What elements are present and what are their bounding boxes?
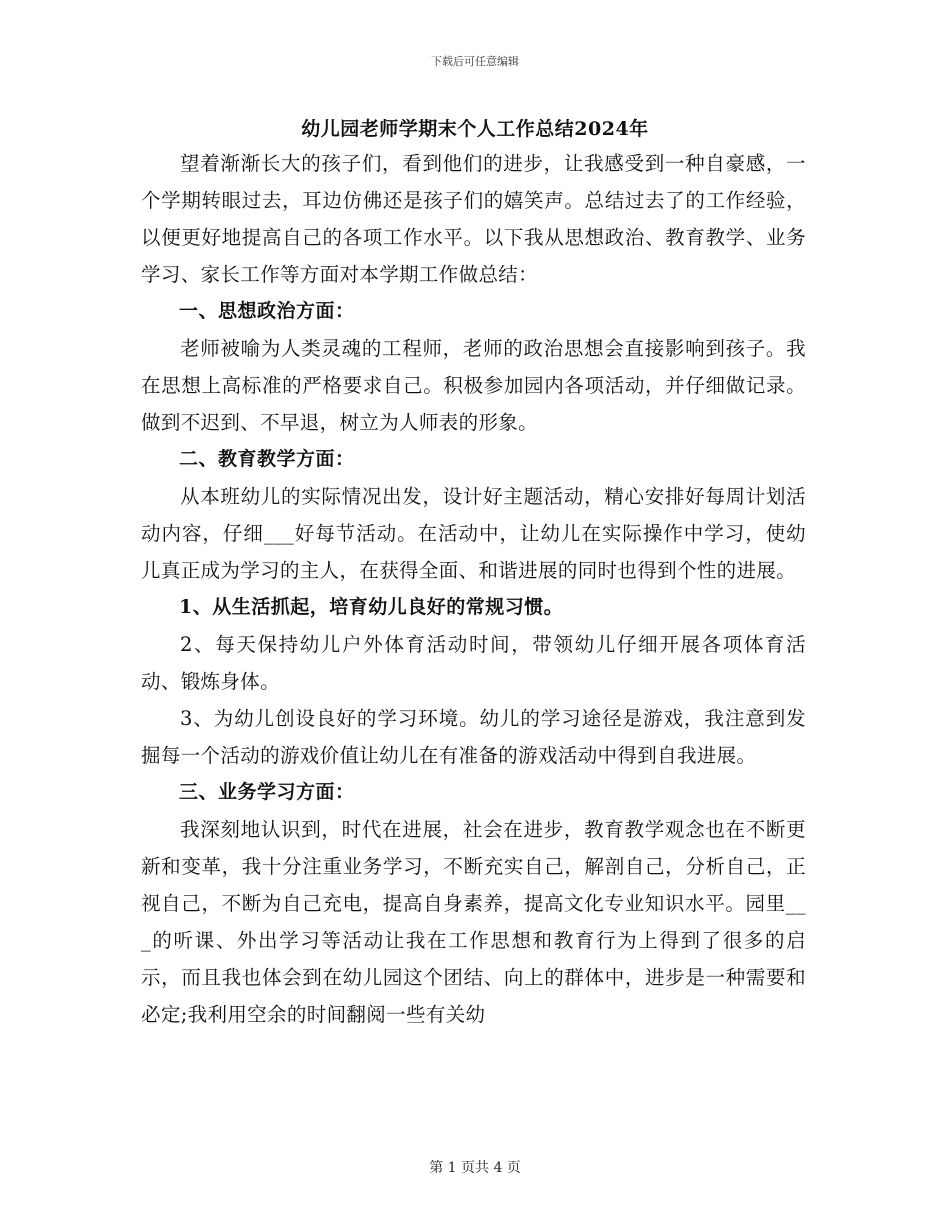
document-title: 幼儿园老师学期末个人工作总结2024年	[301, 118, 649, 140]
learning-environment-paragraph: 3、为幼儿创设良好的学习环境。幼儿的学习途径是游戏，我注意到发掘每一个活动的游戏价值让幼儿在有准备的游戏活动中得到自我进展。	[141, 707, 806, 767]
page-number: 第 1 页共 4 页	[429, 1160, 521, 1176]
professional-study-paragraph: 我深刻地认识到，时代在进展，社会在进步，教育教学观念也在不断更新和变革，我十分注重业务学习，不断充实自己，解剖自己，分析自己，正视自己，不断为自己充电，提高自身素养，提高文化专业知识水平。园里___的听课、外出学习等活动让我在工作思想和教育行为上得到了很多的启示，而且我也体会到在幼儿园这个团结、向上的群体中，进步是一种需要和必定;我利用空余的时间翻阅一些有关幼	[141, 818, 806, 1026]
subheading-daily-habits: 1、从生活抓起，培育幼儿良好的常规习惯。	[179, 596, 564, 618]
document-body	[141, 145, 806, 1033]
teaching-paragraph: 从本班幼儿的实际情况出发，设计好主题活动，精心安排好每周计划活动内容，仔细___好每节活动。在活动中，让幼儿在实际操作中学习，使幼儿真正成为学习的主人，在获得全面、和谐进展的同时也得到个性的进展。	[141, 485, 806, 582]
section-heading-professional-study: 三、业务学习方面：	[179, 781, 355, 803]
header-note: 下载后可任意编辑	[431, 55, 519, 68]
political-paragraph: 老师被喻为人类灵魂的工程师，老师的政治思想会直接影响到孩子。我在思想上高标准的严格要求自己。积极参加园内各项活动，并仔细做记录。做到不迟到、不早退，树立为人师表的形象。	[141, 337, 806, 434]
outdoor-activity-paragraph: 2、每天保持幼儿户外体育活动时间，带领幼儿仔细开展各项体育活动、锻炼身体。	[141, 633, 806, 693]
intro-paragraph: 望着渐渐长大的孩子们，看到他们的进步，让我感受到一种自豪感，一个学期转眼过去，耳边仿佛还是孩子们的嬉笑声。总结过去了的工作经验，以便更好地提高自己的各项工作水平。以下我从思想政治、教育教学、业务学习、家长工作等方面对本学期工作做总结：	[141, 152, 806, 286]
section-heading-teaching: 二、教育教学方面：	[179, 448, 355, 470]
section-heading-political: 一、思想政治方面：	[179, 300, 355, 322]
